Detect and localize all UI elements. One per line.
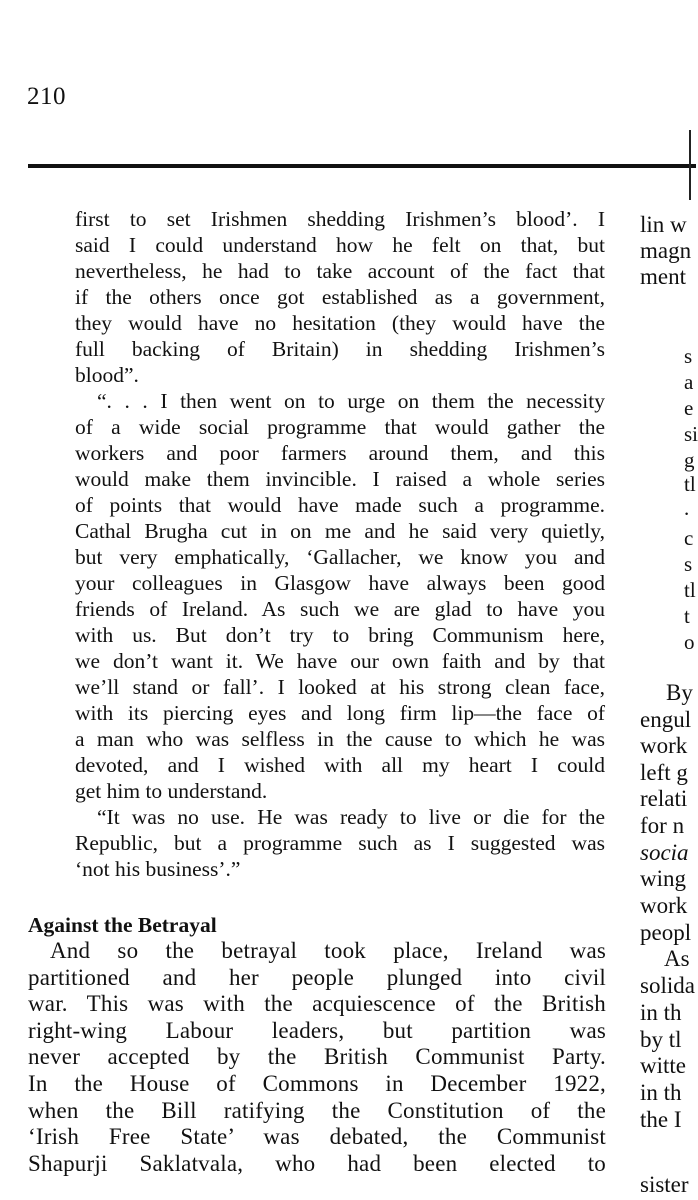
text-line: “. . . I then went on to urge on them the necessity <box>97 389 605 413</box>
text-line: In the House of Commons in December 1922, <box>28 1070 606 1096</box>
fragment-text: work <box>640 733 688 758</box>
text-line: blood”. <box>75 363 139 387</box>
text-line: friends of Ireland. As such we are glad to have you <box>75 597 605 621</box>
text-line: would make them invincible. I raised a whole series <box>75 467 605 491</box>
fragment-text: the I <box>640 1107 682 1132</box>
text-line: ‘Irish Free State’ was debated, the Communist <box>28 1124 606 1150</box>
fragment-text: solida <box>640 973 695 998</box>
text-line: but very emphatically, ‘Gallacher, we know you and <box>75 545 605 569</box>
text-line: Cathal Brugha cut in on me and he said very quietly, <box>75 519 605 543</box>
fragment-text: a <box>684 370 694 394</box>
text-line: of points that would have made such a programme. <box>75 493 605 517</box>
fragment-text: socia <box>640 840 689 865</box>
header-rule <box>28 164 696 168</box>
text-line: Republic, but a programme such as I suggested was <box>75 831 605 855</box>
fragment-text: c <box>684 526 694 550</box>
fragment-text: in th <box>640 1080 682 1105</box>
next-column-fragments <box>640 0 696 1200</box>
text-line: with its piercing eyes and long firm lip—the face of <box>75 701 605 725</box>
fragment-text: g <box>684 448 695 472</box>
text-line: a man who was selfless in the cause to which he was <box>75 727 605 751</box>
fragment-text: lin w <box>640 212 687 237</box>
text-line: they would have no hesitation (they would have the <box>75 311 605 335</box>
text-line: if the others once got established as a government, <box>75 285 605 309</box>
text-line: devoted, and I wished with all my heart I could <box>75 753 605 777</box>
fragment-text: wing <box>640 866 686 891</box>
fragment-text: in th <box>640 1000 682 1025</box>
fragment-text: witte <box>640 1053 686 1078</box>
text-line: first to set Irishmen shedding Irishmen’s blood’. I <box>75 207 605 231</box>
fragment-text: si <box>684 422 698 446</box>
text-line: your colleagues in Glasgow have always been good <box>75 571 605 595</box>
text-line: never accepted by the British Communist Party. <box>28 1044 606 1070</box>
fragment-text: tl <box>684 472 696 496</box>
text-line: And so the betrayal took place, Ireland was <box>50 938 606 963</box>
text-line: ‘not his business’.” <box>75 857 241 881</box>
fragment-text: s <box>684 344 693 368</box>
fragment-text: ment <box>640 264 686 289</box>
text-line: full backing of Britain) in shedding Irishmen’s <box>75 337 605 361</box>
fragment-text: t <box>684 604 690 628</box>
fragment-text: peopl <box>640 920 692 945</box>
text-line: partitioned and her people plunged into civil <box>28 964 606 990</box>
fragment-text: by tl <box>640 1027 682 1052</box>
fragment-text: for n <box>640 813 685 838</box>
text-line: we don’t want it. We have our own faith and by that <box>75 649 605 673</box>
fragment-text: As <box>664 946 690 971</box>
page-number: 210 <box>27 83 66 110</box>
text-line: right-wing Labour leaders, but partition was <box>28 1017 606 1043</box>
fragment-text: engul <box>640 707 692 732</box>
text-line: when the Bill ratifying the Constitution of the <box>28 1097 606 1123</box>
fragment-text: o <box>684 630 695 654</box>
text-line: we’ll stand or fall’. I looked at his strong clean face, <box>75 675 605 699</box>
text-line: Shapurji Saklatvala, who had been elected to <box>28 1150 606 1176</box>
text-line: said I could understand how he felt on that, but <box>75 233 605 257</box>
text-line: workers and poor farmers around them, and this <box>75 441 605 465</box>
text-line: nevertheless, he had to take account of the fact that <box>75 259 605 283</box>
text-line: get him to understand. <box>75 779 268 803</box>
fragment-text: left g <box>640 760 688 785</box>
fragment-text: relati <box>640 786 688 811</box>
quoted-passage <box>75 206 605 882</box>
text-line: war. This was with the acquiescence of the British <box>28 991 606 1017</box>
text-line: with us. But don’t try to bring Communism here, <box>75 623 605 647</box>
section-heading: Against the Betrayal <box>28 913 217 937</box>
fragment-text: tl <box>684 578 696 602</box>
fragment-text: e <box>684 396 694 420</box>
fragment-text: work <box>640 893 688 918</box>
fragment-text: By <box>666 680 693 705</box>
body-paragraph <box>28 938 606 1177</box>
text-line: “It was no use. He was ready to live or die for the <box>97 805 605 829</box>
text-line: of a wide social programme that would gather the <box>75 415 605 439</box>
fragment-text: . <box>684 496 690 520</box>
fragment-text: s <box>684 552 693 576</box>
fragment-text: magn <box>640 238 692 263</box>
fragment-text: sister <box>640 1172 689 1197</box>
